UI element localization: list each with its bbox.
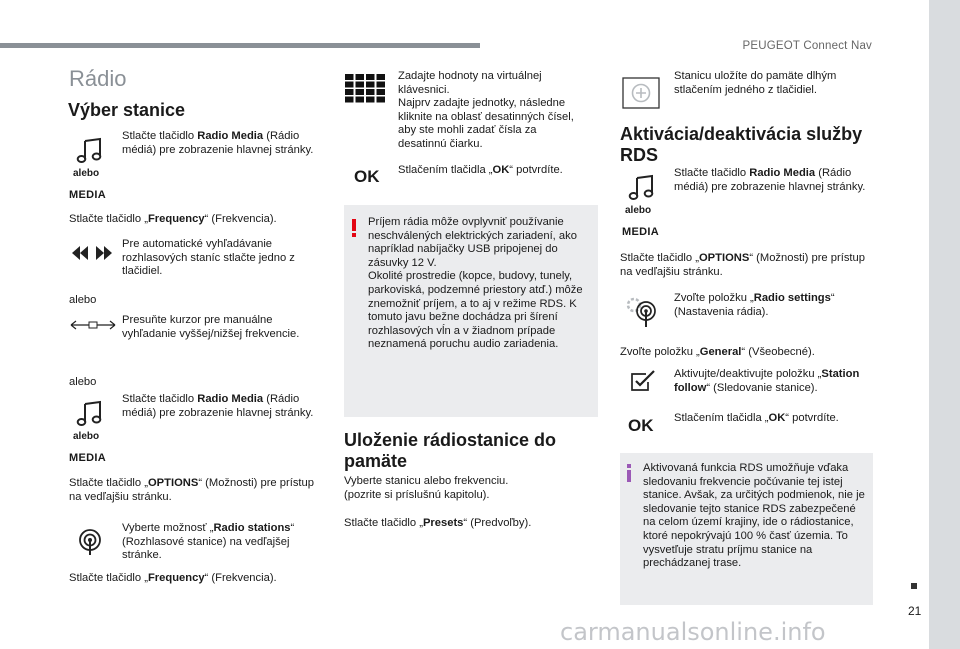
page-number: 21 bbox=[908, 604, 922, 618]
add-preset-icon bbox=[622, 77, 660, 109]
music-note-icon bbox=[628, 174, 656, 202]
settings-radio-icon bbox=[624, 296, 660, 328]
watermark: carmanualsonline.info bbox=[560, 618, 826, 646]
step-options-2: Stlačte tlačidlo „OPTIONS“ (Možnosti) pre prístup na vedľajšiu stránku. bbox=[620, 252, 865, 278]
step-presets: Stlačte tlačidlo „Presets“ (Predvoľby). bbox=[344, 517, 532, 529]
alebo-label: alebo bbox=[69, 294, 97, 306]
step-station-follow: Aktivujte/deaktivujte položku „Station follow“ (Sledovanie stanice). bbox=[674, 368, 860, 394]
step-radio-stations: Vyberte možnosť „Radio stations“ (Rozhlasové stanice) na vedľajšej stránke. bbox=[122, 522, 295, 562]
step-frequency: Stlačte tlačidlo „Frequency“ (Frekvencia). bbox=[69, 213, 277, 225]
media-label: MEDIA bbox=[622, 226, 659, 238]
alebo-label: alebo bbox=[625, 205, 652, 216]
header-rule bbox=[0, 43, 480, 48]
radio-antenna-icon bbox=[78, 528, 102, 556]
brand-label: PEUGEOT Connect Nav bbox=[742, 40, 872, 52]
step-radio-media: Stlačte tlačidlo Radio Media (Rádio médiá) pre zobrazenie hlavnej stránky. bbox=[122, 130, 314, 156]
warning-icon bbox=[351, 219, 357, 237]
info-icon bbox=[626, 464, 632, 482]
skip-arrows-icon bbox=[70, 245, 114, 261]
slider-arrows-icon bbox=[70, 320, 116, 330]
step-general: Zvoľte položku „General“ (Všeobecné). bbox=[620, 346, 815, 358]
media-label: MEDIA bbox=[69, 189, 106, 201]
ok-confirm-text: Stlačením tlačidla „OK“ potvrdíte. bbox=[398, 164, 563, 176]
checkbox-icon bbox=[630, 370, 656, 392]
step-options: Stlačte tlačidlo „OPTIONS“ (Možnosti) pre prístup na vedľajšiu stránku. bbox=[69, 477, 314, 503]
continue-marker bbox=[911, 583, 917, 589]
music-note-icon bbox=[76, 400, 104, 428]
media-label: MEDIA bbox=[69, 452, 106, 464]
warning-text: Príjem rádia môže ovplyvniť používanie neschválených elektrických zariadení, ako napríklad nabíjačky USB pripojenej do zásuvky 12 V. Okolité prostredie (kopce, budovy, tunely, parkoviská, podzemné priestory atď.) môže znemožniť príjem, a to aj v režime RDS. K tomuto javu bežne dochádza pri šírení rozhlasových vĺn a v žiadnom prípade neznamená poruchu audio zariadenia. bbox=[368, 216, 583, 351]
step-radio-media-3: Stlačte tlačidlo Radio Media (Rádio médiá) pre zobrazenie hlavnej stránky. bbox=[674, 167, 866, 193]
step-radio-media-2: Stlačte tlačidlo Radio Media (Rádio médiá) pre zobrazenie hlavnej stránky. bbox=[122, 393, 314, 419]
save-text: Vyberte stanicu alebo frekvenciu. (pozrite si príslušnú kapitolu). bbox=[344, 475, 509, 501]
page-title: Rádio bbox=[69, 66, 127, 91]
keypad-icon bbox=[345, 74, 385, 103]
info-text: Aktivovaná funkcia RDS umožňuje vďaka sledovaniu frekvencie počúvanie tej istej stanice. Avšak, za určitých podmienok, nie je sledovanie tejto stanice RDS zabezpečené na celom území krajiny, ide o rádiostanice, ktoré nepokrývajú 100 % časť územia. To vysvetľuje stratu príjmu stanice na prechádzanej trase. bbox=[643, 462, 865, 570]
music-note-icon bbox=[76, 137, 104, 165]
ok-confirm-text-2: Stlačením tlačidla „OK“ potvrdíte. bbox=[674, 412, 839, 424]
ok-button-label: OK bbox=[628, 416, 654, 435]
page-edge-band bbox=[929, 0, 960, 649]
keypad-text: Zadajte hodnoty na virtuálnej klávesnici. Najprv zadajte jednotky, následne kliknite na oblasť desatinných čísel, aby ste mohli zadať čísla za desatinnú čiarku. bbox=[398, 70, 574, 150]
section-title-rds: Aktivácia/deaktivácia služby RDS bbox=[620, 124, 863, 165]
alebo-label: alebo bbox=[73, 168, 100, 179]
step-frequency-2: Stlačte tlačidlo „Frequency“ (Frekvencia). bbox=[69, 572, 277, 584]
step-radio-settings: Zvoľte položku „Radio settings“ (Nastavenia rádia). bbox=[674, 292, 835, 318]
alebo-label: alebo bbox=[69, 376, 97, 388]
save-hold-text: Stanicu uložíte do pamäte dlhým stlačením jedného z tlačidiel. bbox=[674, 70, 837, 96]
auto-search-text: Pre automatické vyhľadávanie rozhlasových staníc stlačte jedno z tlačidiel. bbox=[122, 238, 295, 278]
section-title-save: Uloženie rádiostanice do pamäte bbox=[344, 430, 557, 471]
ok-button-label: OK bbox=[354, 167, 380, 186]
section-title-station-select: Výber stanice bbox=[68, 100, 186, 120]
manual-search-text: Presuňte kurzor pre manuálne vyhľadanie vyššej/nižšej frekvencie. bbox=[122, 314, 300, 340]
alebo-label: alebo bbox=[73, 431, 100, 442]
